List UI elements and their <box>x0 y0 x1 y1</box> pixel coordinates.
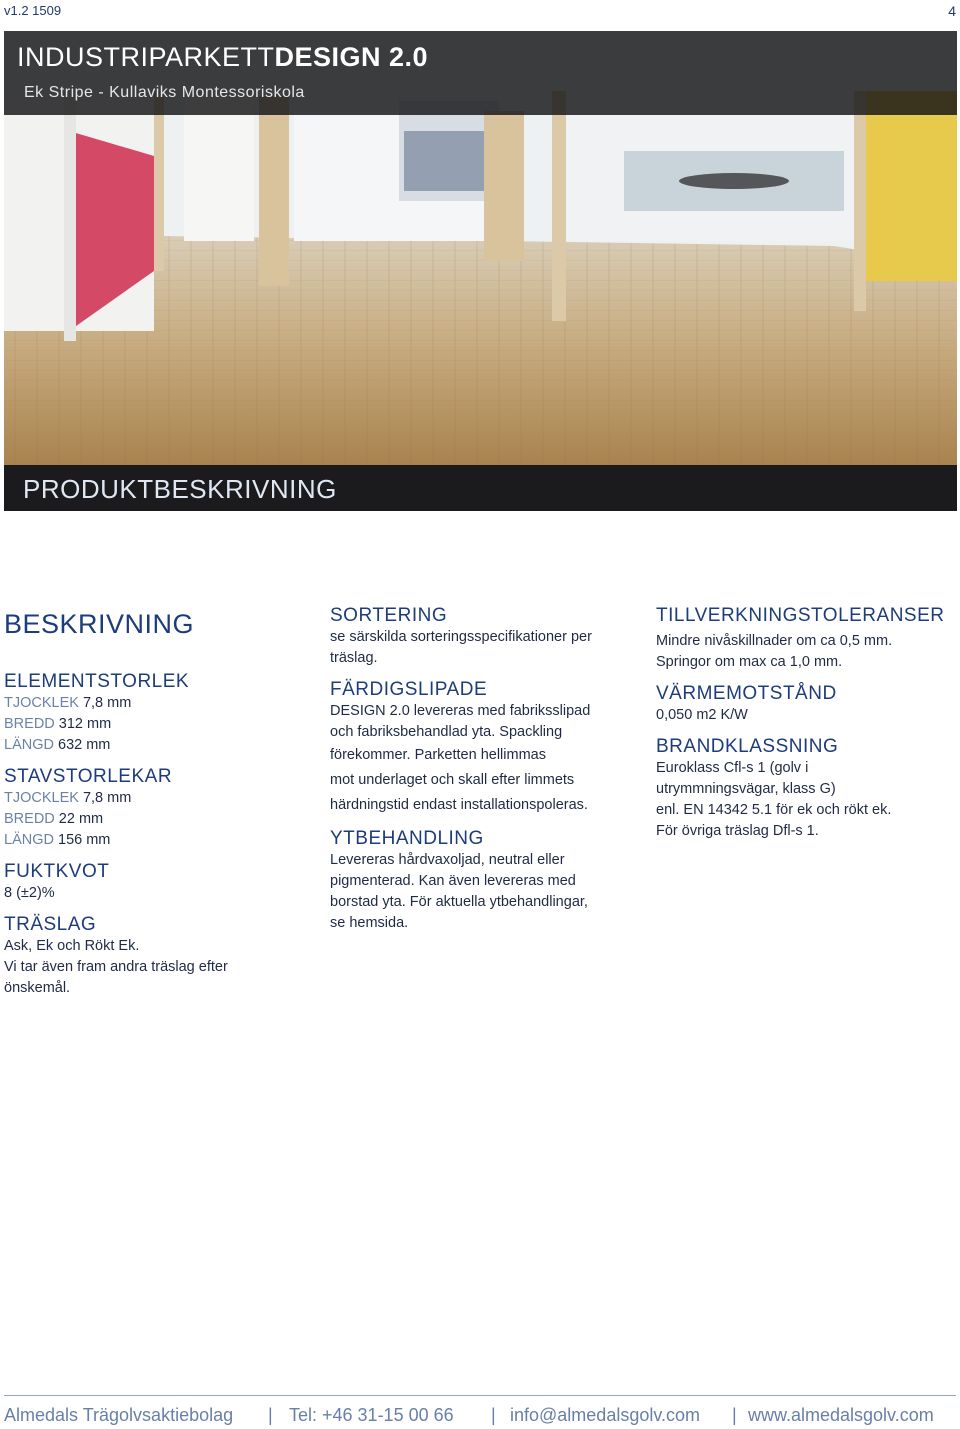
footer-phone: Tel: +46 31-15 00 66 <box>289 1405 454 1425</box>
surface-treatment-line: Levereras hårdvaxoljad, neutral eller <box>330 852 565 868</box>
spec-row: LÄNGD 632 mm <box>4 737 111 753</box>
stave-size-title: STAVSTORLEKAR <box>4 766 173 787</box>
spec-row: TJOCKLEK 7,8 mm <box>4 695 132 711</box>
hero-photo <box>4 31 957 465</box>
description-heading: BESKRIVNING <box>4 609 195 639</box>
footer <box>4 1405 956 1429</box>
tolerance-line: Mindre nivåskillnader om ca 0,5 mm. <box>656 633 893 649</box>
footer-website[interactable]: www.almedalsgolv.com <box>748 1405 934 1425</box>
stave-size-block <box>4 766 304 851</box>
fire-class-title: BRANDKLASSNING <box>656 736 839 757</box>
document-title: INDUSTRIPARKETTDESIGN 2.0 <box>17 42 429 72</box>
footer-email[interactable]: info@almedalsgolv.com <box>510 1405 701 1425</box>
element-size-block <box>4 671 304 756</box>
surface-treatment-line: se hemsida. <box>330 915 409 931</box>
tolerance-line: Springor om max ca 1,0 mm. <box>656 654 843 670</box>
fire-class-line: enl. EN 14342 5.1 för ek och rökt ek. <box>656 802 892 818</box>
presanded-line: och fabriksbehandlad yta. Spackling <box>330 724 563 740</box>
moisture-block <box>4 861 304 904</box>
surface-treatment-block <box>330 828 630 934</box>
sorting-line: se särskilda sorteringsspecifikationer per <box>330 629 592 645</box>
top-line <box>4 3 956 21</box>
footer-separator: | <box>732 1405 737 1425</box>
footer-separator: | <box>268 1405 273 1425</box>
fire-class-block <box>656 736 956 842</box>
surface-treatment-line: borstad yta. För aktuella ytbehandlingar, <box>330 894 588 910</box>
thermal-resistance-block <box>656 683 956 726</box>
footer-company: Almedals Trägolvsaktiebolag <box>4 1405 234 1425</box>
column-description <box>4 605 304 1009</box>
surface-treatment-title: YTBEHANDLING <box>330 828 484 849</box>
element-size-title: ELEMENTSTORLEK <box>4 671 190 692</box>
presanded-line: förekommer. Parketten hellimmas <box>330 747 546 763</box>
footer-separator: | <box>491 1405 496 1425</box>
presanded-block <box>330 679 630 818</box>
presanded-line: mot underlaget och skall efter limmets <box>330 772 575 788</box>
presanded-line: härdningstid endast installationspoleras. <box>330 797 588 813</box>
column-technical <box>656 605 956 852</box>
wood-species-line: önskemål. <box>4 980 71 996</box>
section-banner <box>4 465 957 511</box>
spec-row: BREDD 312 mm <box>4 716 112 732</box>
tolerance-title: TILLVERKNINGSTOLERANSER <box>656 605 945 626</box>
fire-class-line: utrymmningsvägar, klass G) <box>656 781 836 797</box>
wood-species-line: Ask, Ek och Rökt Ek. <box>4 938 140 954</box>
version-label: v1.2 1509 <box>4 3 62 18</box>
section-title: PRODUKTBESKRIVNING <box>23 474 337 504</box>
column-processing <box>330 605 630 944</box>
wood-species-title: TRÄSLAG <box>4 914 97 935</box>
moisture-value: 8 (±2)% <box>4 885 55 901</box>
surface-treatment-line: pigmenterad. Kan även levereras med <box>330 873 576 889</box>
page-number: 4 <box>948 3 956 19</box>
thermal-resistance-value: 0,050 m2 K/W <box>656 707 748 723</box>
spec-row: BREDD 22 mm <box>4 811 104 827</box>
document-subtitle: Ek Stripe - Kullaviks Montessoriskola <box>24 84 305 101</box>
spec-row: LÄNGD 156 mm <box>4 832 111 848</box>
tolerance-block <box>656 605 956 673</box>
moisture-title: FUKTKVOT <box>4 861 110 882</box>
spec-row: TJOCKLEK 7,8 mm <box>4 790 132 806</box>
wood-species-block <box>4 914 304 999</box>
fire-class-line: För övriga träslag Dfl-s 1. <box>656 823 819 839</box>
presanded-title: FÄRDIGSLIPADE <box>330 679 488 700</box>
presanded-line: DESIGN 2.0 levereras med fabriksslipad <box>330 703 591 719</box>
sorting-title: SORTERING <box>330 605 448 626</box>
footer-divider <box>4 1395 956 1396</box>
fire-class-line: Euroklass Cfl-s 1 (golv i <box>656 760 809 776</box>
sorting-block <box>330 605 630 669</box>
wood-species-line: Vi tar även fram andra träslag efter <box>4 959 228 975</box>
sorting-line: träslag. <box>330 650 378 666</box>
thermal-resistance-title: VÄRMEMOTSTÅND <box>656 683 837 704</box>
